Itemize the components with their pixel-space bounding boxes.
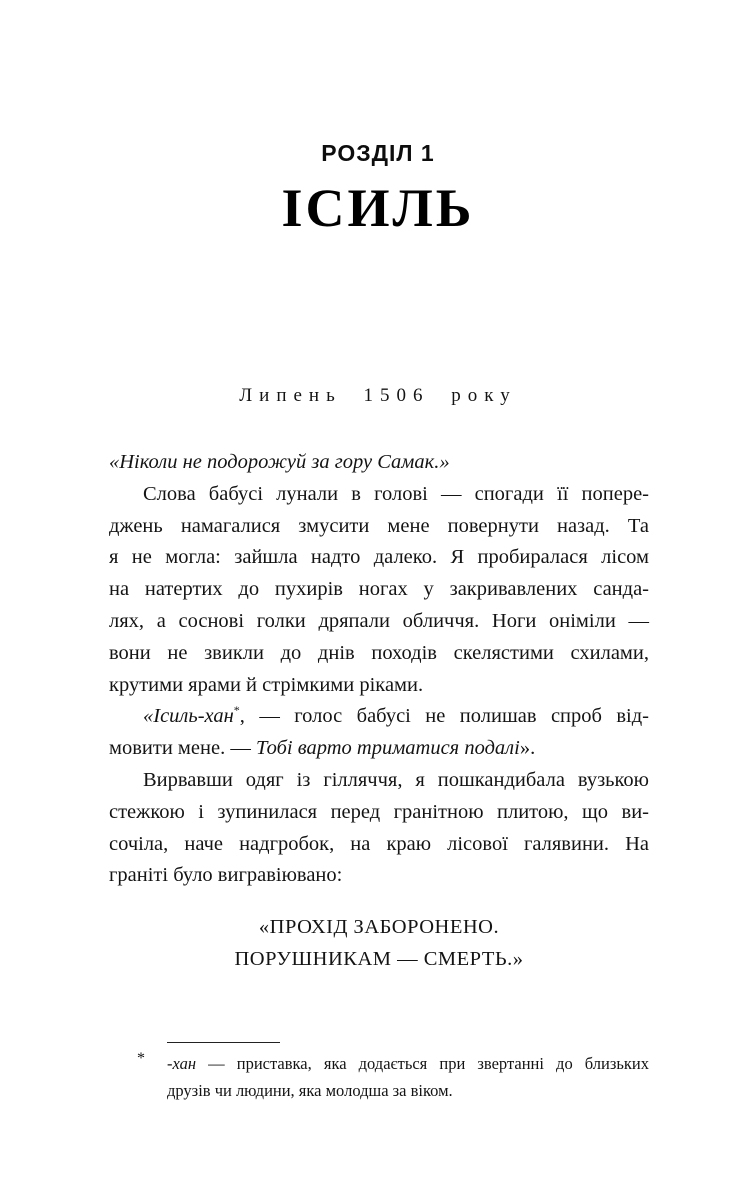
line-text-italic: «Ісиль-хан — [143, 705, 234, 728]
footnote-text — [167, 1050, 649, 1104]
chapter-title: ІСИЛЬ — [281, 178, 475, 238]
line-text: Вирвавши одяг із гілляччя, я пошкандибала вузькою — [143, 768, 649, 791]
body-text — [109, 447, 649, 976]
line-text: я не могла: зайшла надто далеко. Я пробиралася лісом — [109, 546, 649, 569]
paragraph-line — [109, 479, 649, 511]
line-text: мовити мене. — — [109, 737, 256, 760]
paragraph-line — [109, 765, 649, 797]
paragraph-line — [109, 574, 649, 606]
date-line: Липень 1506 року — [239, 385, 517, 406]
paragraph-line — [109, 447, 649, 479]
line-text: «Ніколи не подорожуй за гору Самак.» — [109, 451, 450, 473]
paragraph-line — [109, 733, 649, 765]
paragraph-line — [109, 542, 649, 574]
footnote-separator — [167, 1042, 280, 1043]
inscription-line: «ПРОХІД ЗАБОРОНЕНО. — [258, 916, 500, 939]
footnote-line: друзів чи людини, яка молодша за віком. — [167, 1081, 453, 1100]
line-text: сочіла, наче надгробок, на краю лісової галявини. На — [109, 832, 649, 855]
paragraph-line — [109, 638, 649, 670]
footnote-term-italic: -хан — [167, 1054, 197, 1073]
paragraph-line — [109, 511, 649, 543]
line-text: лях, а соснові голки дряпали обличчя. Ноги оніміли — — [109, 609, 649, 632]
footnote-definition: — приставка, яка додається при звертанні до близьких — [196, 1054, 649, 1073]
inscription-block — [109, 912, 649, 976]
paragraph-line — [109, 860, 649, 892]
footnote-line — [167, 1050, 649, 1077]
line-text: вони не звикли до днів походів скелястими схилами, — [109, 641, 649, 664]
paragraph-line — [109, 797, 649, 829]
line-text: на натертих до пухирів ногах у закривавлених санда- — [109, 578, 649, 601]
paragraph-line — [109, 829, 649, 861]
paragraph-line — [109, 670, 649, 702]
inscription-line: ПОРУШНИКАМ — СМЕРТЬ.» — [234, 947, 524, 970]
line-text-italic: Тобі варто триматися подалі — [255, 737, 520, 760]
line-text: крутими ярами й стрімкими ріками. — [109, 673, 424, 696]
line-text: граніті було вигравіювано: — [109, 864, 343, 887]
line-text: ». — [519, 737, 536, 760]
line-text: стежкою і зупинилася перед гранітною плитою, що ви- — [109, 800, 649, 823]
line-text: Слова бабусі лунали в голові — спогади її попере- — [143, 482, 649, 505]
footnote-row — [109, 1050, 649, 1104]
footnote — [109, 1042, 649, 1104]
paragraph-line — [109, 606, 649, 638]
footnote-reference-asterisk: * — [233, 703, 240, 718]
chapter-label: РОЗДІЛ 1 — [321, 140, 435, 166]
paragraph-line — [109, 701, 649, 733]
line-text: , — голос бабусі не полишав спроб від- — [239, 705, 649, 728]
footnote-marker: * — [137, 1050, 145, 1067]
line-text: джень намагалися змусити мене повернути назад. Та — [109, 514, 649, 537]
